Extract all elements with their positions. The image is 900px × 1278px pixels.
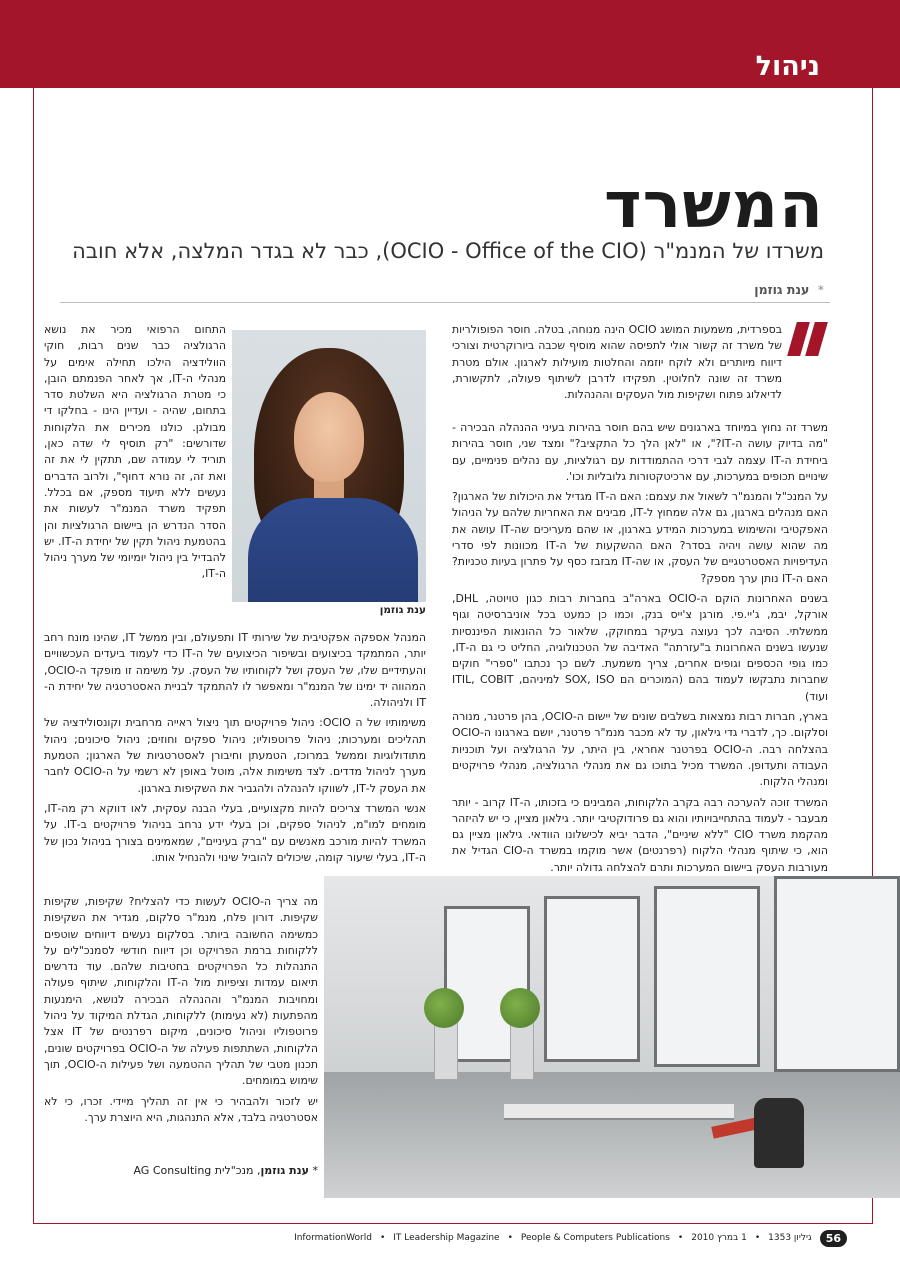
- bullet-icon: •: [677, 1233, 684, 1243]
- paragraph: משרד זה נחוץ במיוחד בארגונים שיש בהם חוסר בהירות בעיני ההנהלה הבכירה - "מה בדיוק עושה ה-IT?", או "לאן הלך כל התקציב?" ומצד שני, חוסר בהירות ביחידת ה-IT עצמה לגבי דרכי ההתמודדות עם רגולציות, עם נהלים פנימיים, עם שינויים תכופים במערכות, עם ארכיטקטורות גלובליות וכו'.: [452, 421, 828, 483]
- paragraph: בשנים האחרונות הוקם ה-OCIO בארה"ב בחברות רבות כגון טויוטה, DHL, אורקל, יבמ, ג'יי.פי. מורגן צ'ייס בנק, וכמו כן כמעט בכל אוניברסיטה וגוף ממשלתי. הסיבה לכך נעוצה בעיקר במחוקק, שלאור כל ההונאות הפיננסיות שנעשו בשנים האחרונות ב"עזרתה" האדיבה של הטכנולוגיה, החליט כי גם ה-IT, כמו גופי הכספים וגופים אחרים, צריך משמעת. לשם כך נכתבו "ספרי" חוקים שחברות נתבקשו לעמוד בהם (המוכרים הם SOX, ISO למיניהם, ITIL, COBIT ועוד): [452, 591, 828, 703]
- page-footer: [294, 1228, 847, 1248]
- asterisk-icon: *: [817, 282, 824, 297]
- column-right: [452, 322, 782, 403]
- article-subtitle: משרדו של המנמ"ר (OCIO - Office of the CIO), כבר לא בגדר המלצה, אלא חובה: [72, 239, 824, 263]
- divider: [60, 302, 830, 303]
- author-photo: [232, 330, 426, 602]
- column-left-bottom: [44, 894, 318, 1126]
- author-name: ענת גוזמן: [754, 282, 810, 297]
- office-illustration: [324, 876, 900, 1198]
- column-right-continued: [452, 420, 828, 876]
- page-number: 56: [820, 1230, 847, 1247]
- issue-label: גיליון 1353: [768, 1233, 812, 1243]
- publisher: People & Computers Publications: [520, 1233, 670, 1243]
- signature-name: ענת גוזמן: [260, 1164, 309, 1177]
- photo-caption: ענת גוזמן: [379, 604, 426, 616]
- bullet-icon: •: [379, 1233, 386, 1243]
- article-title: המשרד: [604, 169, 824, 243]
- paragraph: התחום הרפואי מכיר את נושא הרגולציה כבר שנים רבות, חוקי הוולידציה הילכו תחילה אימים על מנהלי ה-IT, אך לאחר הפנמתם הובן, כי מטרת הרגולציה היא השלטת סדר בתחום, שהיה - ועדיין הינו - בחלקו די מבולגן. כולנו מכירים את הלקוחות שדורשים: "רק תוסיף לי שדה כאן, תוריד לי עמודה שם, תתקין לי את זה ואת זה, זה נורא דחוף", ולרוב הדברים נעשים ללא תיעוד מספק, אם בכלל. תפקיד משרד המנמ"ר לעשות את הסדר הנדרש הן ביישום הרגולציות והן בהטמעת ניהול תקין של יחידת ה-IT. יש להבדיל בין ניהול יומיומי של מערך ניהול ה-IT,: [44, 323, 226, 581]
- paragraph: על המנכ"ל והמנמ"ר לשאול את עצמם: האם ה-IT מגדיל את היכולות של הארגון? האם מנהלים בארגון, גם אלה שמחוץ ל-IT, מבינים את האחריות שלהם על הניהול האפקטיבי והשימוש במערכות המידע בארגון, או שהם מעריכים שה-IT עושה את מה שהוא עושה ויהיה בסדר? האם ההשקעות של ה-IT מכוונות לפי סדרי העדיפויות האסטרטגיים של העסק, או שה-IT מבזבז כסף על פתרון בעיות טכניות? האם ה-IT נותן ערך מספק?: [452, 490, 829, 585]
- author-byline: [524, 282, 824, 297]
- bullet-icon: •: [754, 1233, 761, 1243]
- paragraph: אנשי המשרד צריכים להיות מקצועיים, בעלי הבנה עסקית, לאו דווקא רק מה-IT, מומחים למו"מ, לניהול ספקים, וכן בעלי ידע נרחב בניהול פרויקטים ב-IT. על המשרד להיות מורכב מאנשים עם "ברק בעיניים", שמאמינים בצורך בניהול נכון של ה-IT, בעלי שיעור קומה, שיכולים להוביל שינוי ולהנחיל אותו.: [44, 801, 426, 864]
- column-left-top: [44, 322, 226, 583]
- paragraph: יש לזכור ולהבהיר כי אין זה תהליך מיידי. זכרו, כי לא אסטרטגיה בלבד, אלא התנהגות, היא היוצרת ערך.: [44, 1094, 318, 1124]
- paragraph: בארץ, חברות רבות נמצאות בשלבים שונים של יישום ה-OCIO, בהן פרטנר, מנורה וסלקום. כך, לדברי גדי גילאון, עד לא מכבר מנמ"ר פרטנר, יושם בארגונו ה-OCIO בהצלחה רבה. ה-OCIO בפרטנר אחראי, בין היתר, על הרגולציה ועל תוכניות העבודה ותעדופן. המשרד מכיל בתוכו גם את מנהלי הרגולציה, מנהלי פרויקטים ומנהלי הלקוח.: [452, 710, 829, 789]
- quote-mark-icon: [788, 322, 828, 364]
- magazine: IT Leadership Magazine: [393, 1233, 500, 1243]
- paragraph: המשרד זוכה להערכה רבה בקרב הלקוחות, המבינים כי בזכותו, ה-IT קרוב - יותר מבעבר - לעמוד בהתחייבויותיו והוא גם פרודוקטיבי יותר. גילאון מציין, כי יש להיזהר מהקמת משרד CIO "ללא שיניים", הדבר יביא לכישלונו הוודאי. גילאון מציין גם הוא, כי שיתוף מנהלי הלקוח (רפרנטים) אשר מוקמו במשרד ה-CIO הגדיל את מעורבות העסק ביישום המערכות ותרם להצלחה גדולה יותר.: [452, 795, 829, 874]
- column-middle: [44, 630, 426, 866]
- paragraph: המנהל אספקה אפקטיבית של שירותי IT ותפעולם, ובין ממשל IT, שהינו מונח רחב יותר, המתמקד בכיצועים ובשיפור הכיצועים של ה-IT כדי לעמוד ביעדים העכשוויים והעתידיים שלו, של העסק ושל לקוחותיו של העסק. על משימה זו מופקד ה-OCIO, המהווה יד ימינו של המנמ"ר ומאפשר לו להתמקד לבניית האסטרטגיה של יחידת ה-IT ולניהולה.: [44, 631, 427, 710]
- signature-role: מנכ"לית AG Consulting: [133, 1164, 254, 1177]
- paragraph: מה צריך ה-OCIO לעשות כדי להצליח? שקיפות, שקיפות שקיפות. דורון פלח, מנמ"ר סלקום, מגדיר את השקיפות כמשימה החשובה ביותר. בסלקום נעשים דיווחים שוטפים ללקוחות ברמת הפרויקט וכן דיווח חודשי לסמנכ"לים על התנהלות כל הפרויקטים בחטיבות שלהם. עוד נדרשים תיאום עמדות וציפיות מול ה-IT והלקוחות, שיתוף פעולה ומחויבות המנמ"ר וההנהלה הבכירה לנושא, הימנעות מהפתעות (לא נעימות) ללקוחות, הגדלת המיקוד על ניהול פרוטפוליו וניהול סיכונים, מיקום רפרנטים של IT אצל הלקוחות, השתתפות פעילה של ה-OCIO בפרויקטים שונים, תכנון מטבי של תהליך ההטמעה ושל פעילות ה-OCIO, תוך שימוש במומחים.: [44, 895, 319, 1088]
- paragraph: משימותיו של ה OCIO: ניהול פרויקטים תוך ניצול ראייה מרחבית וקונסולידציה של תהליכים ומערכות; ניהול פרוטפוליו; ניהול ספקים וחוזים; ניהול סיכונים; ניהול מתודולוגיות וממשל במרוכז, הטמעתן וחיבורן לאסטרטגיות של הארגון; הטמעת מערך לניהול מדדים. לצד משימות אלה, מוטל באופן לא רשמי על ה-OCIO לחבר את העסק ל-IT, לשווקו להנהלה ולהגביר את השקיפות בארגון.: [44, 716, 426, 795]
- signature: * ענת גוזמן, מנכ"לית AG Consulting: [133, 1164, 318, 1177]
- publication: InformationWorld: [294, 1233, 372, 1243]
- issue-date: 1 במרץ 2010: [691, 1233, 747, 1243]
- section-label: ניהול: [755, 51, 820, 82]
- asterisk-icon: *: [312, 1164, 318, 1177]
- bullet-icon: •: [507, 1233, 513, 1243]
- paragraph: בספרדית, משמעות המושג OCIO הינה מנוחה, בטלה. חוסר הפופולריות של משרד זה קשור אולי לתפיסה שהוא מוסיף שכבה ביורוקרטית וצורכי דיווח מיותרים ולא לוקח יוזמה והחלטות מועילות לארגון. אולם מטרת משרד זה שונה לחלוטין. תפקידו לדרבן לשיתוף פעולה, לתקשורת, לדיאלוג פתוח ושקיפות מול העסקים וההנהלות.: [452, 323, 782, 402]
